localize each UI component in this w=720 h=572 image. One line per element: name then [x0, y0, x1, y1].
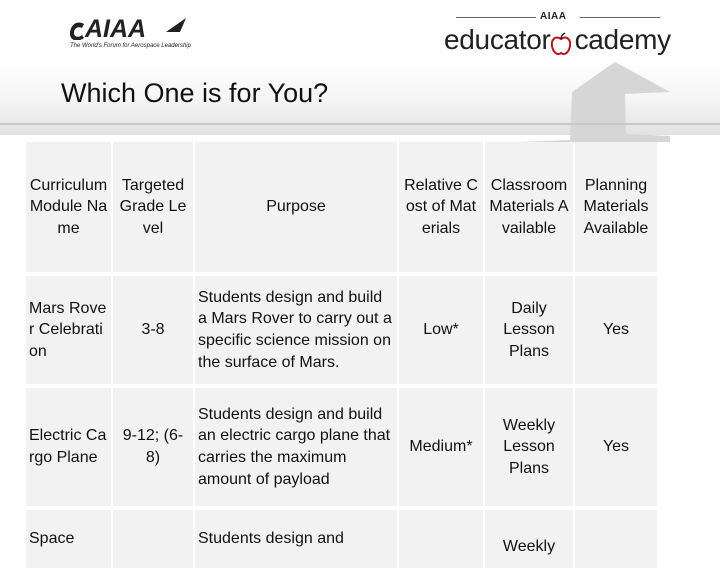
aiaa-tagline: The World's Forum for Aerospace Leadership — [70, 43, 191, 49]
cell-grade-level: 3-8 — [113, 276, 193, 384]
logo-aiaa-label: AIAA — [540, 11, 567, 22]
cell-classroom-materials: Weekly — [485, 510, 573, 568]
logo-word-educator: educator — [444, 24, 551, 55]
apple-icon — [551, 32, 571, 56]
logo-rule-left — [456, 17, 536, 18]
header-module-name: Curriculum Module Name — [26, 142, 111, 272]
logo-word-academy: cademy — [574, 24, 671, 55]
header-planning-materials: Planning Materials Available — [575, 142, 657, 272]
header-purpose: Purpose — [195, 142, 397, 272]
cell-relative-cost: Low* — [399, 276, 483, 384]
curriculum-table — [24, 138, 659, 572]
table-row — [26, 388, 657, 506]
table-row — [26, 510, 657, 568]
aiaa-logo — [68, 14, 191, 54]
table-header-row — [26, 142, 657, 272]
header-grade-level: Targeted Grade Level — [113, 142, 193, 272]
cell-purpose: Students design and build a Mars Rover to carry out a specific science mission on the surface of Mars. — [195, 276, 397, 384]
logo-rule-right — [580, 17, 660, 18]
cell-classroom-materials: Daily Lesson Plans — [485, 276, 573, 384]
banner-divider — [0, 123, 720, 125]
educator-academy-logo — [444, 6, 676, 58]
cell-module-name: Mars Rover Celebration — [26, 276, 111, 384]
header-relative-cost: Relative Cost of Materials — [399, 142, 483, 272]
cell-relative-cost — [399, 510, 483, 568]
cell-planning-materials: Yes — [575, 388, 657, 506]
cell-module-name: Electric Cargo Plane — [26, 388, 111, 506]
arrow-up-icon — [520, 62, 670, 142]
cell-purpose: Students design and — [195, 510, 397, 568]
header-classroom-materials: Classroom Materials Available — [485, 142, 573, 272]
cell-grade-level: 9-12; (6-8) — [113, 388, 193, 506]
cell-grade-level — [113, 510, 193, 568]
cell-classroom-materials: Weekly Lesson Plans — [485, 388, 573, 506]
cell-planning-materials — [575, 510, 657, 568]
table-row — [26, 276, 657, 384]
cell-module-name: Space — [26, 510, 111, 568]
cell-purpose: Students design and build an electric cargo plane that carries the maximum amount of payload — [195, 388, 397, 506]
cell-relative-cost: Medium* — [399, 388, 483, 506]
cell-planning-materials: Yes — [575, 276, 657, 384]
aiaa-wordmark-icon — [68, 14, 188, 40]
svg-text:AIAA: AIAA — [85, 15, 147, 40]
page-title: Which One is for You? — [61, 78, 329, 108]
